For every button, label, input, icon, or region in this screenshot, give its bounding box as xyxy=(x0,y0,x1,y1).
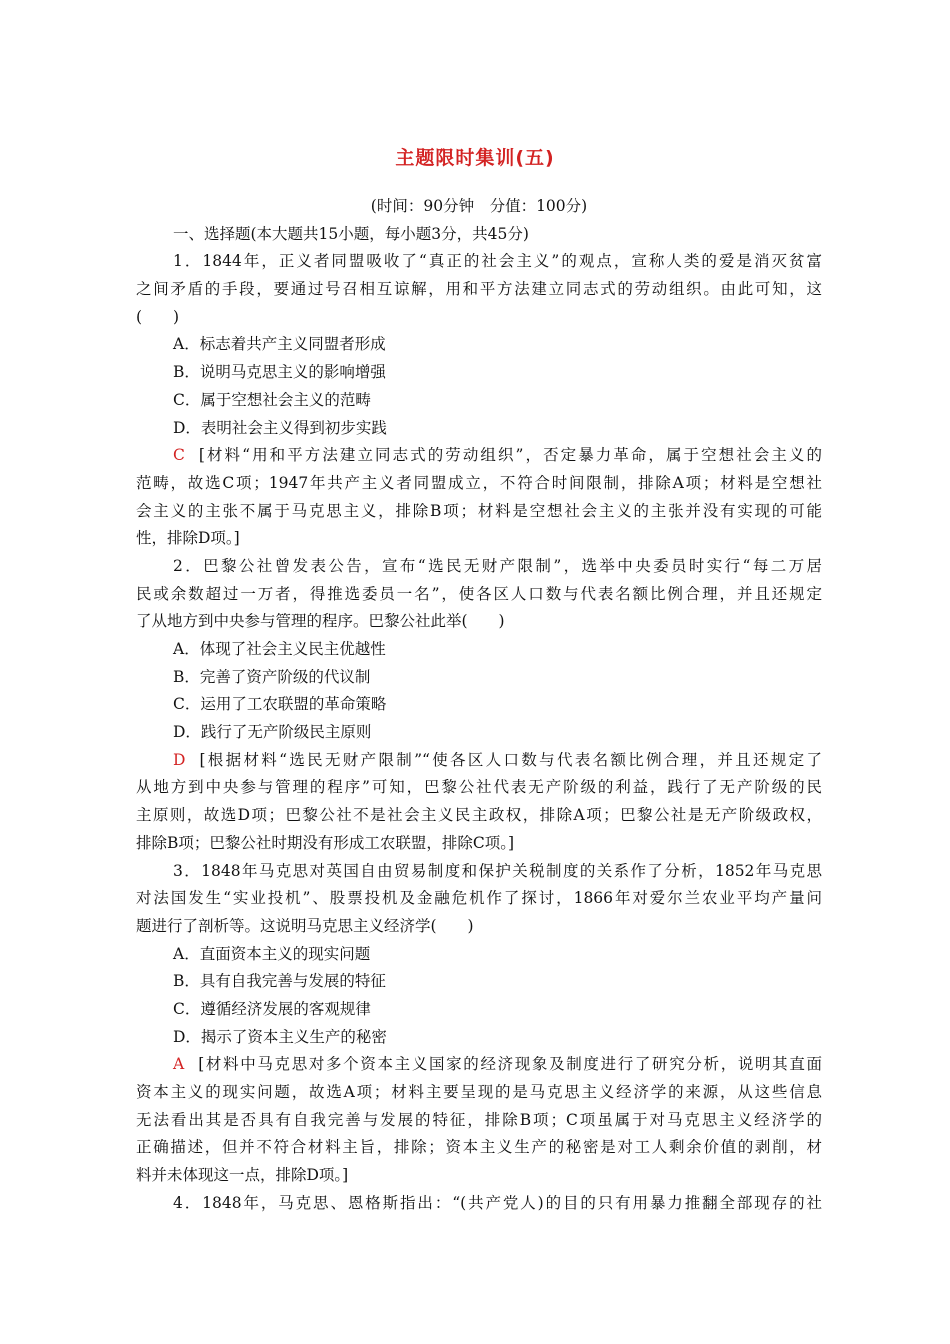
option-d: D．表明社会主义得到初步实践 xyxy=(173,418,387,437)
question-3 xyxy=(136,858,822,1190)
explanation-line: 会主义的主张不属于马克思主义，排除B项；材料是空想社会主义的主张并没有实现的可能 xyxy=(136,501,822,520)
explanation-line: 资本主义的现实问题，故选A项；材料主要呈现的是马克思主义经济学的来源，从这些信息 xyxy=(136,1083,822,1101)
explanation-line: 性，排除D项。] xyxy=(136,529,240,548)
question-text: 之间矛盾的手段，要通过号召相互谅解，用和平方法建立同志式的劳动组织。由此可知，这 xyxy=(136,280,822,299)
question-text: 民或余数超过一万者，得推选委员一名”，使各区人口数与代表名额比例合理，并且还规定 xyxy=(136,584,822,603)
explanation-line: 正确描述，但并不符合材料主旨，排除；资本主义生产的秘密是对工人剩余价值的剥削，材 xyxy=(136,1138,822,1157)
exam-meta: (时间：90分钟 分值：100分) xyxy=(370,197,588,215)
option-a: A．体现了社会主义民主优越性 xyxy=(173,640,386,658)
option-b: B．完善了资产阶级的代议制 xyxy=(173,667,371,686)
option-b: B．说明马克思主义的影响增强 xyxy=(173,363,386,382)
question-1 xyxy=(136,248,822,553)
explanation-line: 排除B项；巴黎公社时期没有形成工农联盟，排除C项。] xyxy=(136,833,515,852)
question-text: 了从地方到中央参与管理的程序。巴黎公社此举( ) xyxy=(136,612,505,631)
answer-key: A xyxy=(173,1055,185,1074)
explanation-line: 主原则，故选D项；巴黎公社不是社会主义民主政权，排除A项；巴黎公社是无产阶级政权， xyxy=(136,806,822,825)
answer-key: D xyxy=(173,750,186,769)
option-c: C．运用了工农联盟的革命策略 xyxy=(173,695,387,714)
explanation-line: 无法看出其是否具有自我完善与发展的特征，排除B项；C项虽属于对马克思主义经济学的 xyxy=(136,1110,822,1129)
answer-key: C xyxy=(173,446,185,465)
option-a: A．直面资本主义的现实问题 xyxy=(173,944,371,963)
option-c: C．属于空想社会主义的范畴 xyxy=(173,390,371,409)
option-c: C．遵循经济发展的客观规律 xyxy=(173,999,371,1018)
explanation-line: 范畴，故选C项；1947年共产主义者同盟成立，不符合时间限制，排除A项；材料是空想社 xyxy=(136,473,822,492)
option-a: A．标志着共产主义同盟者形成 xyxy=(173,335,386,354)
question-text: 2．巴黎公社曾发表公告，宣布“选民无财产限制”，选举中央委员时实行“每二万居 xyxy=(173,556,822,575)
question-text: ( ) xyxy=(136,307,180,326)
explanation-line: 料并未体现这一点，排除D项。] xyxy=(136,1166,349,1185)
explanation-line: 从地方到中央参与管理的程序”可知，巴黎公社代表无产阶级的利益，践行了无产阶级的民 xyxy=(136,778,822,797)
option-b: B．具有自我完善与发展的特征 xyxy=(173,972,386,991)
question-text: 4．1848年，马克思、恩格斯指出：“(共产党人)的目的只有用暴力推翻全部现存的社 xyxy=(173,1193,822,1212)
option-d: D．揭示了资本主义生产的秘密 xyxy=(173,1027,387,1046)
section-heading: 一、选择题(本大题共15小题，每小题3分，共45分) xyxy=(173,224,529,243)
exam-content xyxy=(136,193,822,1217)
option-d: D．践行了无产阶级民主原则 xyxy=(173,723,372,742)
question-text: 3．1848年马克思对英国自由贸易制度和保护关税制度的关系作了分析，1852年马克思 xyxy=(173,861,822,880)
explanation-line: C [材料“用和平方法建立同志式的劳动组织”，否定暴力革命，属于空想社会主义的 xyxy=(173,446,822,465)
question-text: 对法国发生“实业投机”、股票投机及金融危机作了探讨，1866年对爱尔兰农业平均产量问 xyxy=(136,889,822,908)
explanation-line: D [根据材料“选民无财产限制”“使各区人口数与代表名额比例合理，并且还规定了 xyxy=(173,750,822,769)
question-text: 题进行了剖析等。这说明马克思主义经济学( ) xyxy=(136,916,474,935)
question-2 xyxy=(136,553,822,858)
question-4 xyxy=(136,1190,822,1218)
question-text: 1．1844年，正义者同盟吸收了“真正的社会主义”的观点，宣称人类的爱是消灭贫富 xyxy=(173,252,822,271)
explanation-line: A [材料中马克思对多个资本主义国家的经济现象及制度进行了研究分析，说明其直面 xyxy=(173,1055,822,1074)
page-title: 主题限时集训(五) xyxy=(395,147,555,169)
